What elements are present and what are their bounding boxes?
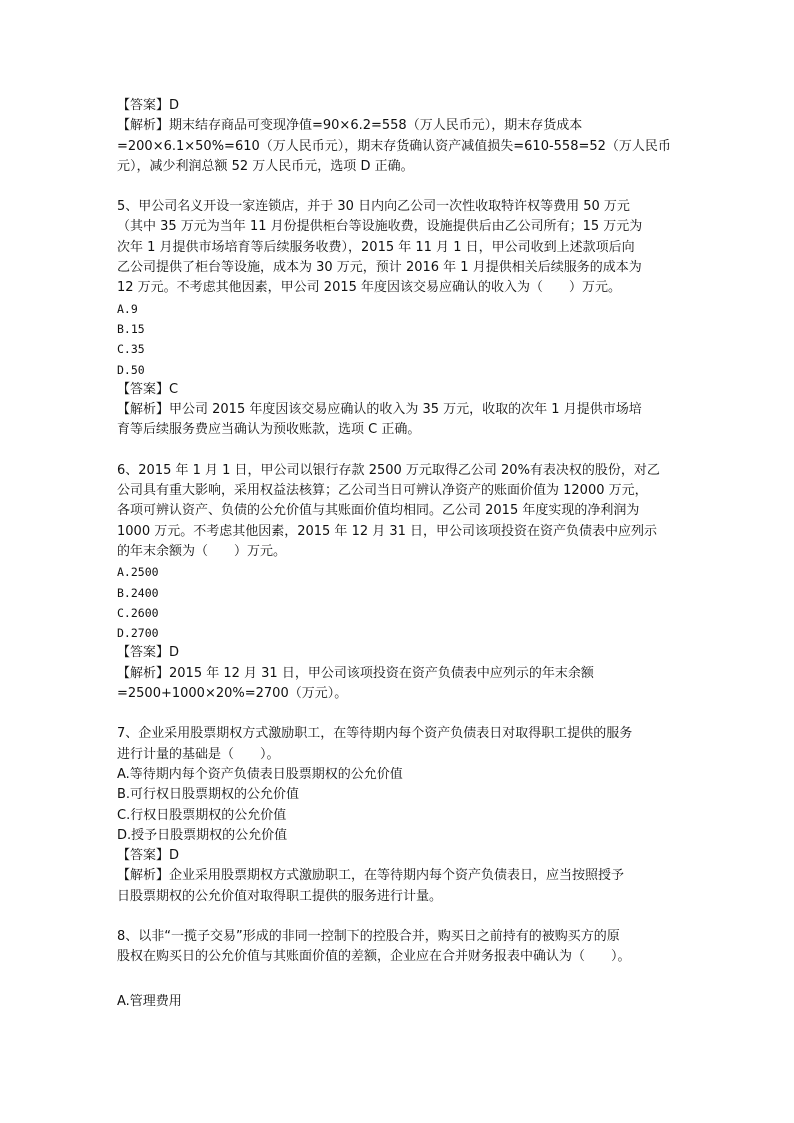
analysis-line: =2500+1000×20%=2700（万元）。	[117, 686, 348, 702]
analysis-line: 元），减少利润总额 52 万人民币元，选项 D 正确。	[117, 158, 414, 174]
question-stem-line: 乙公司提供了柜台等设施，成本为 30 万元，预计 2016 年 1 月提供相关后续服务的成本为	[117, 260, 642, 276]
analysis-line: 【解析】期末结存商品可变现净值=90×6.2=558（万人民币元），期末存货成本	[117, 118, 583, 134]
option-a: A.等待期内每个资产负债表日股票期权的公允价值	[117, 766, 403, 782]
question-stem-line: 5、甲公司名义开设一家连锁店，并于 30 日内向乙公司一次性收取特许权等费用 50 万元	[117, 199, 630, 215]
question-7	[117, 724, 682, 907]
option-d: D.50	[117, 362, 145, 377]
question-5	[117, 197, 682, 441]
option-b: B.15	[117, 321, 145, 336]
option-a: A.管理费用	[117, 993, 182, 1009]
analysis-line: 日股票期权的公允价值对取得职工提供的服务进行计量。	[117, 888, 443, 904]
option-d: D.2700	[117, 626, 159, 641]
question-stem-line: 6、2015 年 1 月 1 日，甲公司以银行存款 2500 万元取得乙公司 20%有表决权的股份，对乙	[117, 462, 660, 478]
question-stem-line: 8、以非“一揽子交易”形成的非同一控制下的控股合并，购买日之前持有的被购买方的原	[117, 928, 620, 944]
analysis-line: =200×6.1×50%=610（万人民币元），期末存货确认资产减值损失=610-558=52（万人民币	[117, 138, 671, 154]
question-4-tail	[117, 96, 682, 177]
option-b: B.2400	[117, 585, 159, 600]
answer-line: 【答案】D	[117, 645, 180, 661]
question-stem-line: 的年末余额为（ ）万元。	[117, 543, 287, 559]
document-page	[117, 96, 682, 1012]
option-a: A.9	[117, 301, 138, 316]
question-stem-line: 各项可辨认资产、负债的公允价值与其账面价值均相同。乙公司 2015 年度实现的净利润为	[117, 503, 640, 519]
question-stem-line: 公司具有重大影响，采用权益法核算；乙公司当日可辨认净资产的账面价值为 12000 万元，	[117, 483, 648, 499]
answer-line: 【答案】C	[117, 381, 179, 397]
question-stem-line: 7、企业采用股票期权方式激励职工，在等待期内每个资产负债表日对取得职工提供的服务	[117, 726, 633, 742]
option-c: C.2600	[117, 605, 159, 620]
option-c: C.35	[117, 342, 145, 357]
analysis-line: 【解析】甲公司 2015 年度因该交易应确认的收入为 35 万元，收取的次年 1 月提供市场培	[117, 402, 642, 418]
analysis-line: 育等后续服务费应当确认为预收账款，选项 C 正确。	[117, 422, 421, 438]
question-6	[117, 461, 682, 705]
question-stem-line: 12 万元。不考虑其他因素，甲公司 2015 年度因该交易应确认的收入为（ ）万元。	[117, 280, 622, 296]
analysis-line: 【解析】2015 年 12 月 31 日，甲公司该项投资在资产负债表中应列示的年末余额	[117, 665, 594, 681]
option-c: C.行权日股票期权的公允价值	[117, 807, 287, 823]
question-stem-line: 次年 1 月提供市场培育等后续服务收费），2015 年 11 月 1 日，甲公司收到上述款项后向	[117, 239, 635, 255]
question-stem-line: 进行计量的基础是（ ）。	[117, 746, 280, 762]
question-stem-line: 1000 万元。不考虑其他因素，2015 年 12 月 31 日，甲公司该项投资在资产负债表中应列示	[117, 523, 658, 539]
analysis-line: 【解析】企业采用股票期权方式激励职工，在等待期内每个资产负债表日，应当按照授予	[117, 868, 625, 884]
answer-line: 【答案】D	[117, 98, 180, 113]
question-8	[117, 927, 682, 1012]
option-d: D.授予日股票期权的公允价值	[117, 827, 288, 843]
question-stem-line: 股权在购买日的公允价值与其账面价值的差额，企业应在合并财务报表中确认为（ ）。	[117, 949, 631, 965]
question-stem-line: （其中 35 万元为当年 11 月份提供柜台等设施收费，设施提供后由乙公司所有；15 万元为	[117, 219, 643, 235]
option-a: A.2500	[117, 565, 159, 580]
answer-line: 【答案】D	[117, 848, 180, 864]
option-b: B.可行权日股票期权的公允价值	[117, 787, 300, 803]
